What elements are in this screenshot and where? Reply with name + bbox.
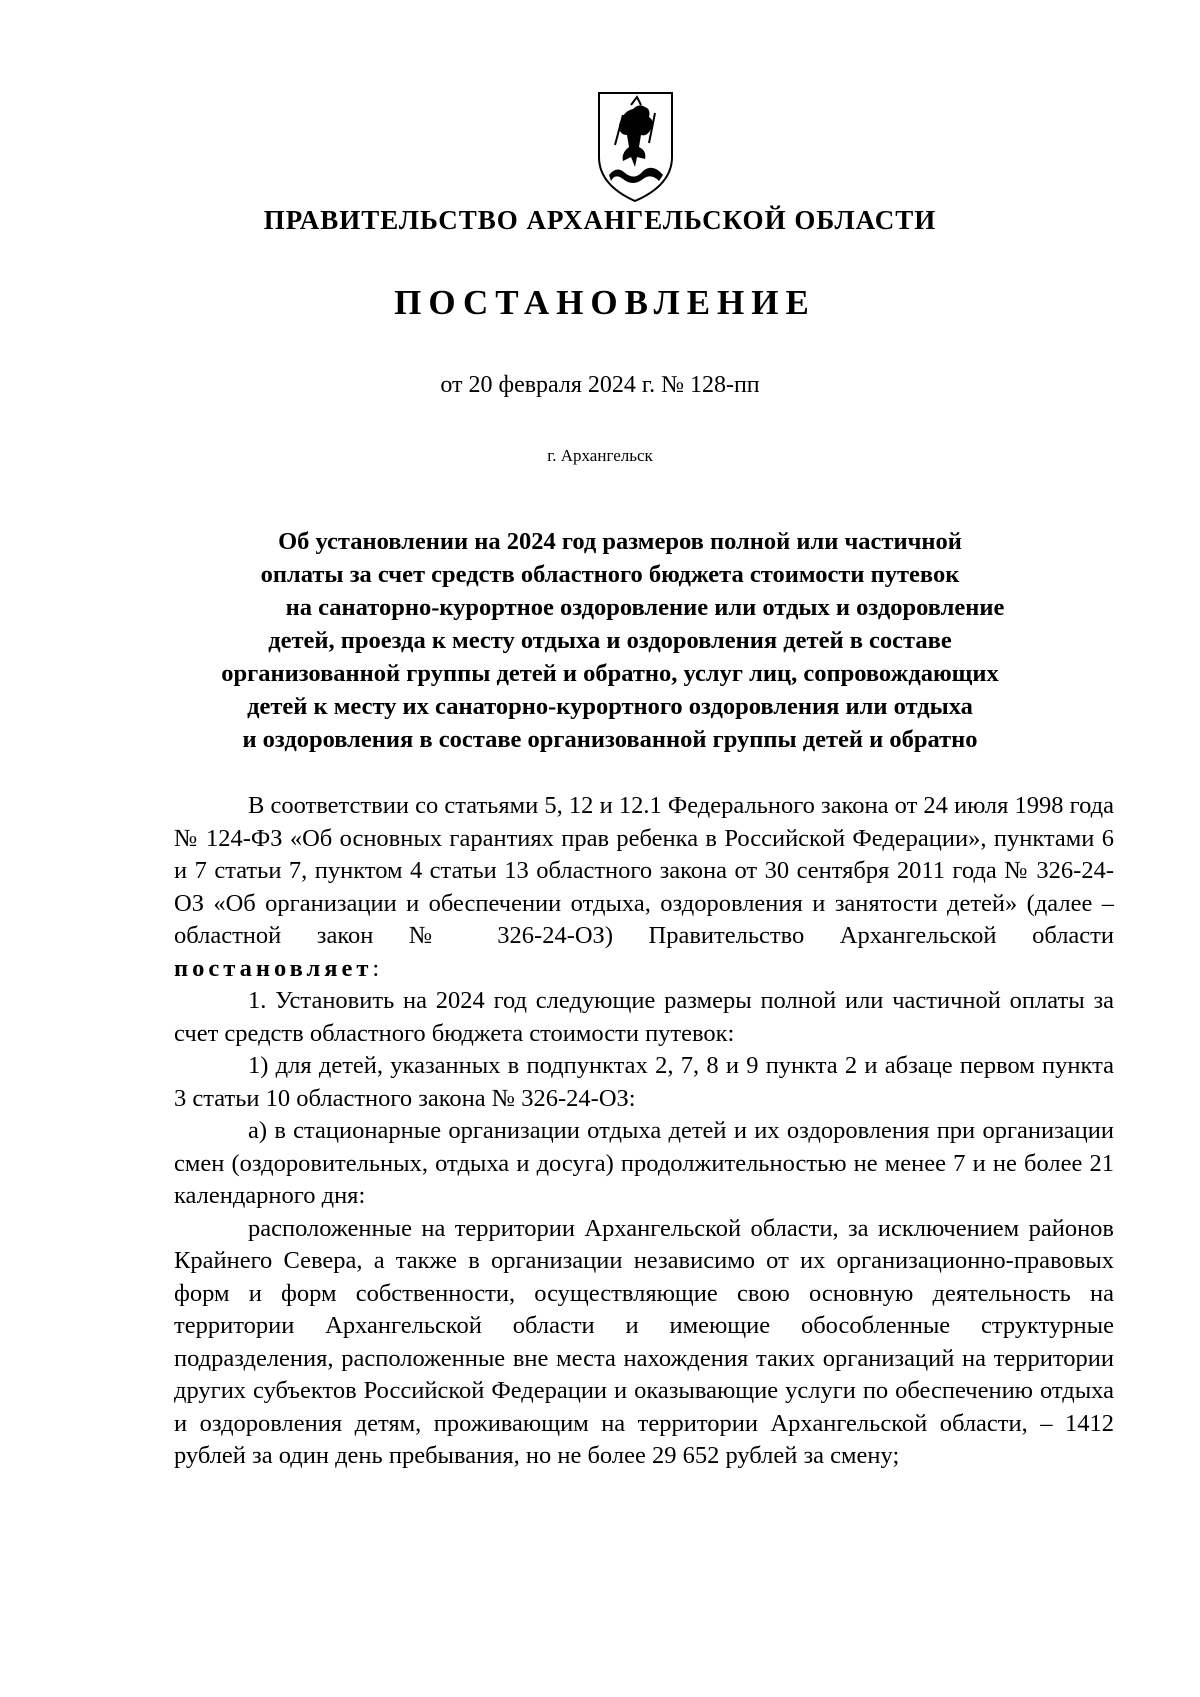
- subject-line: на санаторно-курортное оздоровление или отдых и оздоровление: [285, 594, 1005, 621]
- subject-line: детей, проезда к месту отдыха и оздоровления детей в составе: [268, 627, 952, 654]
- body-paragraph: а) в стационарные организации отдыха детей и их оздоровления при организации смен (оздоровительных, отдыха и досуга) продолжительностью не менее 7 и не более 21 календарного дня:: [174, 1117, 1114, 1209]
- subject-line: организованной группы детей и обратно, услуг лиц, сопровождающих: [221, 660, 999, 687]
- document-subject: [150, 525, 1070, 756]
- body-paragraph: расположенные на территории Архангельской области, за исключением районов Крайнего Севера, а также в организации независимо от их организационно-правовых форм и форм собственности, осуществляющие свою основную деятельность на территории Архангельской области и имеющие обособленные структурные подразделения, расположенные вне места нахождения таких организаций на территории других субъектов Российской Федерации и оказывающие услуги по обеспечению отдыха и оздоровления детям, проживающим на территории Архангельской области, – 1412 рублей за один день пребывания, но не более 29 652 рублей за смену;: [174, 1214, 1114, 1469]
- body-paragraph: 1) для детей, указанных в подпунктах 2, 7, 8 и 9 пункта 2 и абзаце первом пункта 3 статьи 10 областного закона № 326-24-ОЗ:: [174, 1052, 1114, 1112]
- preamble-text: В соответствии со статьями 5, 12 и 12.1 Федерального закона от 24 июля 1998 года № 124-ФЗ «Об основных гарантиях прав ребенка в Российской Федерации», пунктами 6 и 7 статьи 7, пунктом 4 статьи 13 областного закона от 30 сентября 2011 года № 326-24-ОЗ «Об организации и обеспечении отдыха, оздоровления и занятости детей» (далее – областной закон № 326-24-ОЗ) Правительство Архангельской области: [174, 792, 1114, 949]
- document-date-number: от 20 февраля 2024 г. № 128-пп: [440, 372, 760, 398]
- body-paragraph: [174, 790, 1114, 985]
- subject-line: Об установлении на 2024 год размеров полной или частичной: [278, 528, 962, 555]
- subject-line: оплаты за счет средств областного бюджета стоимости путевок: [260, 561, 960, 588]
- preamble-end: :: [372, 954, 380, 982]
- coat-of-arms-emblem: [593, 85, 678, 205]
- subject-line: детей к месту их санаторно-курортного оздоровления или отдыха: [247, 693, 973, 720]
- decree-action-word: постановляет: [174, 954, 373, 982]
- document-city: г. Архангельск: [547, 446, 653, 465]
- body-paragraph: 1. Установить на 2024 год следующие размеры полной или частичной оплаты за счет средств областного бюджета стоимости путевок:: [174, 987, 1114, 1047]
- document-type-title: ПОСТАНОВЛЕНИЕ: [394, 283, 816, 322]
- government-name: ПРАВИТЕЛЬСТВО АРХАНГЕЛЬСКОЙ ОБЛАСТИ: [263, 205, 937, 235]
- document-body: [174, 790, 1114, 1473]
- subject-line: и оздоровления в составе организованной группы детей и обратно: [242, 726, 978, 753]
